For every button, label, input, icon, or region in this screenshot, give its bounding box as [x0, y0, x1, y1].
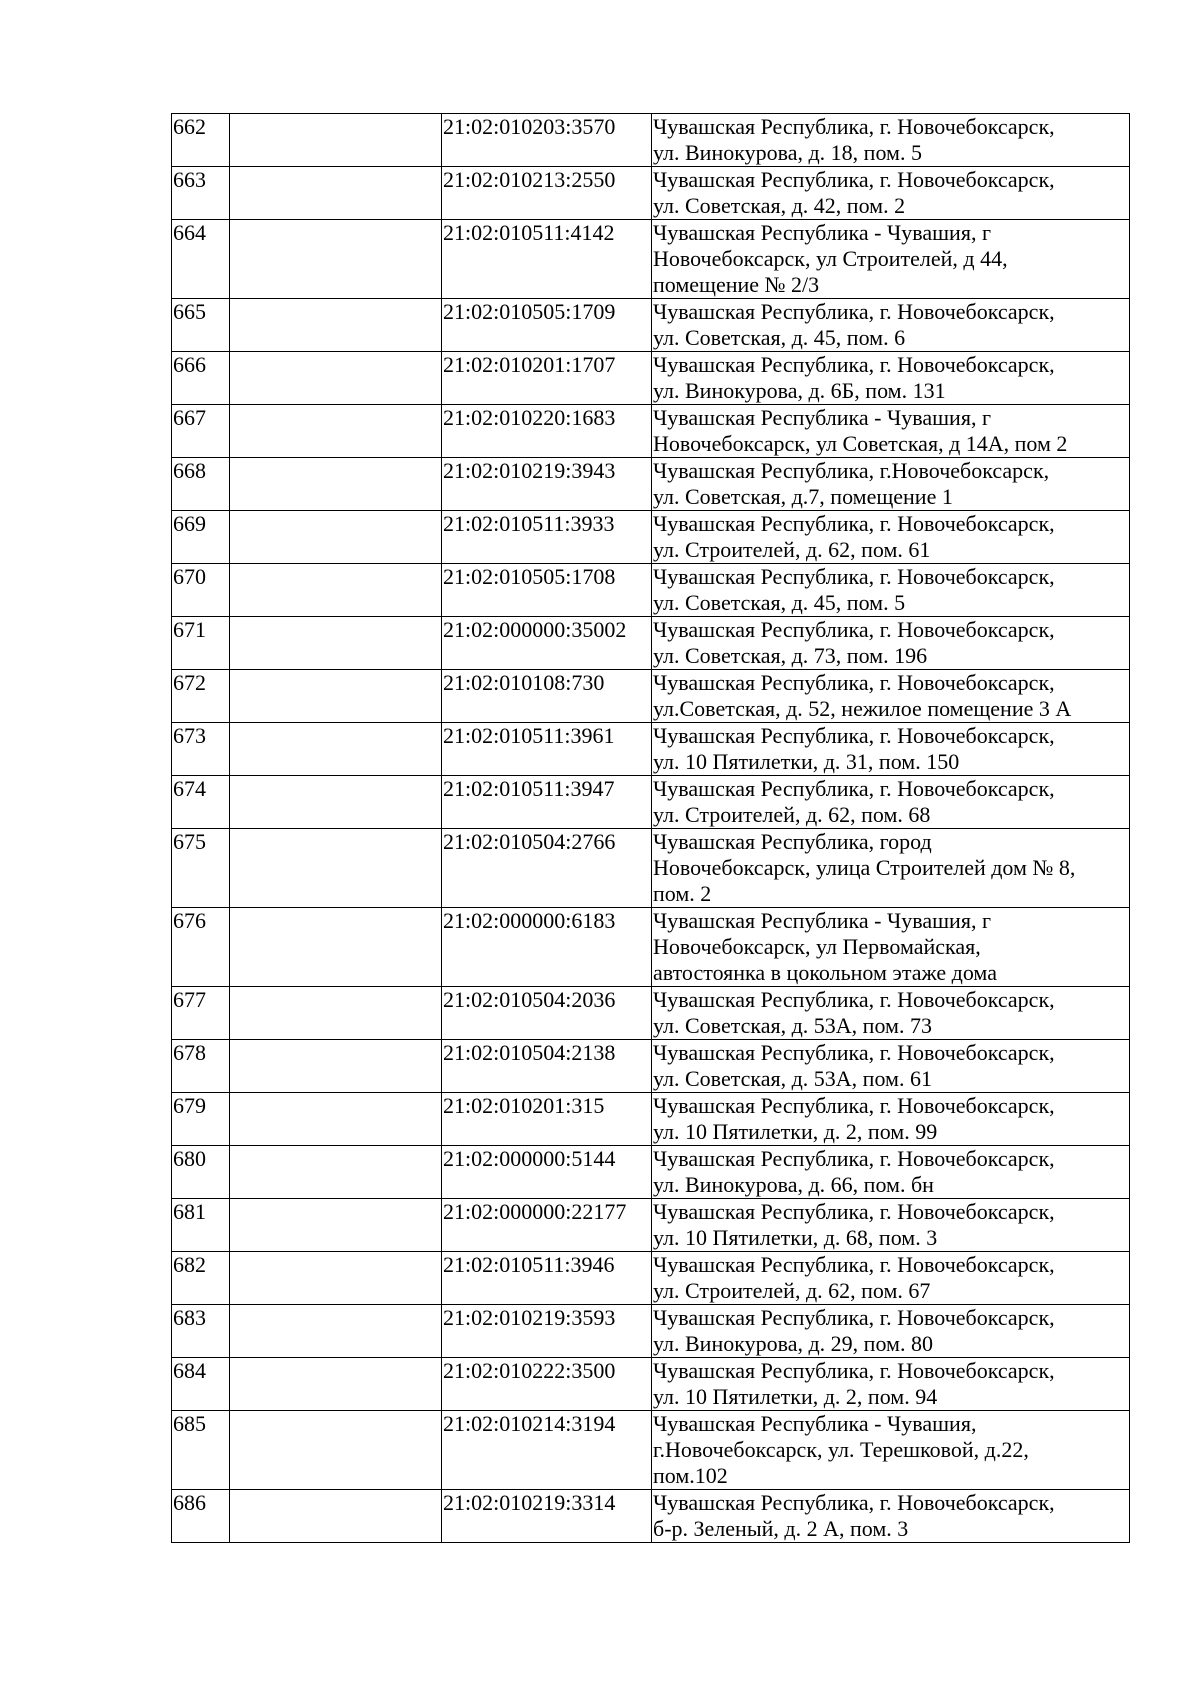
row-number-cell: 680 [172, 1146, 230, 1199]
cadastral-number-cell: 21:02:010504:2036 [442, 987, 652, 1040]
address-cell [652, 1252, 1130, 1305]
address-cell [652, 1305, 1130, 1358]
row-number-cell: 667 [172, 405, 230, 458]
address-line: Чувашская Республика, г. Новочебоксарск, [653, 1305, 1055, 1330]
empty-cell [230, 1411, 442, 1490]
address-cell [652, 564, 1130, 617]
row-number-cell: 679 [172, 1093, 230, 1146]
address-line: ул. Советская, д. 53А, пом. 73 [653, 1013, 932, 1038]
address-cell [652, 723, 1130, 776]
empty-cell [230, 1305, 442, 1358]
empty-cell [230, 458, 442, 511]
address-line: Чувашская Республика, г. Новочебоксарск, [653, 1490, 1055, 1515]
address-cell [652, 1358, 1130, 1411]
empty-cell [230, 167, 442, 220]
cadastral-number-cell: 21:02:010219:3943 [442, 458, 652, 511]
address-line: ул. Винокурова, д. 18, пом. 5 [653, 140, 922, 165]
address-line: Чувашская Республика - Чувашия, г [653, 405, 991, 430]
row-number-cell: 674 [172, 776, 230, 829]
table-row [172, 405, 1130, 458]
row-number-cell: 678 [172, 1040, 230, 1093]
cadastral-number-cell: 21:02:010504:2766 [442, 829, 652, 908]
empty-cell [230, 776, 442, 829]
cadastral-number-cell: 21:02:010213:2550 [442, 167, 652, 220]
property-registry-table [171, 113, 1130, 1543]
row-number-cell: 668 [172, 458, 230, 511]
address-line: пом.102 [653, 1463, 728, 1488]
address-line: ул. 10 Пятилетки, д. 68, пом. 3 [653, 1225, 938, 1250]
empty-cell [230, 1358, 442, 1411]
table-row [172, 458, 1130, 511]
empty-cell [230, 220, 442, 299]
table-row [172, 1358, 1130, 1411]
address-line: Новочебоксарск, ул Первомайская, [653, 934, 981, 959]
cadastral-number-cell: 21:02:010505:1708 [442, 564, 652, 617]
row-number-cell: 663 [172, 167, 230, 220]
cadastral-number-cell: 21:02:010220:1683 [442, 405, 652, 458]
cadastral-number-cell: 21:02:010511:3947 [442, 776, 652, 829]
table-row [172, 299, 1130, 352]
empty-cell [230, 829, 442, 908]
address-line: ул. Советская, д.7, помещение 1 [653, 484, 953, 509]
registry-table-body [172, 114, 1130, 1543]
empty-cell [230, 114, 442, 167]
address-cell [652, 220, 1130, 299]
empty-cell [230, 405, 442, 458]
empty-cell [230, 1252, 442, 1305]
address-line: ул. Винокурова, д. 66, пом. бн [653, 1172, 934, 1197]
address-line: автостоянка в цокольном этаже дома [653, 960, 997, 985]
table-row [172, 670, 1130, 723]
cadastral-number-cell: 21:02:000000:6183 [442, 908, 652, 987]
address-line: ул. Советская, д. 53А, пом. 61 [653, 1066, 932, 1091]
address-line: ул. Советская, д. 45, пом. 5 [653, 590, 906, 615]
table-row [172, 220, 1130, 299]
address-line: Чувашская Республика, г. Новочебоксарск, [653, 1358, 1055, 1383]
empty-cell [230, 670, 442, 723]
address-line: г.Новочебоксарск, ул. Терешковой, д.22, [653, 1437, 1029, 1462]
table-row [172, 908, 1130, 987]
cadastral-number-cell: 21:02:010214:3194 [442, 1411, 652, 1490]
row-number-cell: 662 [172, 114, 230, 167]
address-cell [652, 114, 1130, 167]
address-line: ул. Строителей, д. 62, пом. 68 [653, 802, 931, 827]
cadastral-number-cell: 21:02:010108:730 [442, 670, 652, 723]
address-cell [652, 1146, 1130, 1199]
address-cell [652, 458, 1130, 511]
empty-cell [230, 511, 442, 564]
address-line: ул.Советская, д. 52, нежилое помещение 3 А [653, 696, 1072, 721]
table-row [172, 1411, 1130, 1490]
address-line: пом. 2 [653, 881, 712, 906]
address-cell [652, 352, 1130, 405]
address-line: Чувашская Республика, г. Новочебоксарск, [653, 776, 1055, 801]
table-row [172, 114, 1130, 167]
address-line: Чувашская Республика, г.Новочебоксарск, [653, 458, 1050, 483]
address-cell [652, 1093, 1130, 1146]
address-line: Новочебоксарск, ул Строителей, д 44, [653, 246, 1008, 271]
cadastral-number-cell: 21:02:010505:1709 [442, 299, 652, 352]
cadastral-number-cell: 21:02:010511:3933 [442, 511, 652, 564]
address-line: Чувашская Республика, г. Новочебоксарск, [653, 1199, 1055, 1224]
row-number-cell: 676 [172, 908, 230, 987]
table-row [172, 829, 1130, 908]
row-number-cell: 686 [172, 1490, 230, 1543]
table-row [172, 723, 1130, 776]
address-line: Чувашская Республика - Чувашия, [653, 1411, 977, 1436]
address-line: Чувашская Республика, г. Новочебоксарск, [653, 1040, 1055, 1065]
table-row [172, 167, 1130, 220]
empty-cell [230, 1093, 442, 1146]
row-number-cell: 666 [172, 352, 230, 405]
cadastral-number-cell: 21:02:010201:315 [442, 1093, 652, 1146]
cadastral-number-cell: 21:02:010219:3314 [442, 1490, 652, 1543]
address-cell [652, 670, 1130, 723]
address-line: ул. Строителей, д. 62, пом. 61 [653, 537, 931, 562]
address-cell [652, 167, 1130, 220]
address-cell [652, 1490, 1130, 1543]
empty-cell [230, 617, 442, 670]
row-number-cell: 673 [172, 723, 230, 776]
table-row [172, 1093, 1130, 1146]
address-line: Чувашская Республика, город [653, 829, 932, 854]
address-cell [652, 829, 1130, 908]
address-line: ул. 10 Пятилетки, д. 2, пом. 94 [653, 1384, 938, 1409]
address-line: Чувашская Республика, г. Новочебоксарск, [653, 511, 1055, 536]
table-row [172, 1199, 1130, 1252]
cadastral-number-cell: 21:02:010201:1707 [442, 352, 652, 405]
table-row [172, 511, 1130, 564]
address-cell [652, 776, 1130, 829]
address-line: Новочебоксарск, ул Советская, д 14А, пом 2 [653, 431, 1068, 456]
address-line: помещение № 2/3 [653, 272, 820, 297]
address-line: Чувашская Республика, г. Новочебоксарск, [653, 564, 1055, 589]
empty-cell [230, 1146, 442, 1199]
address-line: Чувашская Республика, г. Новочебоксарск, [653, 987, 1055, 1012]
table-row [172, 1040, 1130, 1093]
address-line: Новочебоксарск, улица Строителей дом № 8, [653, 855, 1076, 880]
address-line: Чувашская Республика, г. Новочебоксарск, [653, 1252, 1055, 1277]
address-cell [652, 1040, 1130, 1093]
address-line: Чувашская Республика - Чувашия, г [653, 220, 991, 245]
row-number-cell: 684 [172, 1358, 230, 1411]
cadastral-number-cell: 21:02:010219:3593 [442, 1305, 652, 1358]
cadastral-number-cell: 21:02:000000:22177 [442, 1199, 652, 1252]
address-line: Чувашская Республика, г. Новочебоксарск, [653, 299, 1055, 324]
address-line: Чувашская Республика, г. Новочебоксарск, [653, 1093, 1055, 1118]
cadastral-number-cell: 21:02:010511:3946 [442, 1252, 652, 1305]
address-line: Чувашская Республика, г. Новочебоксарск, [653, 723, 1055, 748]
table-row [172, 617, 1130, 670]
address-line: ул. Винокурова, д. 6Б, пом. 131 [653, 378, 946, 403]
row-number-cell: 665 [172, 299, 230, 352]
address-line: б-р. Зеленый, д. 2 А, пом. 3 [653, 1516, 909, 1541]
address-cell [652, 987, 1130, 1040]
address-line: ул. 10 Пятилетки, д. 31, пом. 150 [653, 749, 960, 774]
address-line: ул. Советская, д. 42, пом. 2 [653, 193, 906, 218]
address-cell [652, 299, 1130, 352]
row-number-cell: 685 [172, 1411, 230, 1490]
row-number-cell: 669 [172, 511, 230, 564]
cadastral-number-cell: 21:02:000000:5144 [442, 1146, 652, 1199]
empty-cell [230, 987, 442, 1040]
address-line: Чувашская Республика, г. Новочебоксарск, [653, 1146, 1055, 1171]
cadastral-number-cell: 21:02:010511:3961 [442, 723, 652, 776]
address-line: Чувашская Республика, г. Новочебоксарск, [653, 617, 1055, 642]
address-line: Чувашская Республика, г. Новочебоксарск, [653, 670, 1055, 695]
table-row [172, 1146, 1130, 1199]
table-row [172, 987, 1130, 1040]
address-cell [652, 405, 1130, 458]
empty-cell [230, 723, 442, 776]
table-row [172, 352, 1130, 405]
row-number-cell: 664 [172, 220, 230, 299]
address-line: Чувашская Республика, г. Новочебоксарск, [653, 167, 1055, 192]
cadastral-number-cell: 21:02:010222:3500 [442, 1358, 652, 1411]
empty-cell [230, 1199, 442, 1252]
empty-cell [230, 1040, 442, 1093]
address-line: ул. Советская, д. 45, пом. 6 [653, 325, 906, 350]
cadastral-number-cell: 21:02:000000:35002 [442, 617, 652, 670]
cadastral-number-cell: 21:02:010511:4142 [442, 220, 652, 299]
row-number-cell: 670 [172, 564, 230, 617]
row-number-cell: 682 [172, 1252, 230, 1305]
row-number-cell: 683 [172, 1305, 230, 1358]
address-cell [652, 511, 1130, 564]
row-number-cell: 681 [172, 1199, 230, 1252]
table-row [172, 776, 1130, 829]
address-line: ул. Строителей, д. 62, пом. 67 [653, 1278, 931, 1303]
row-number-cell: 671 [172, 617, 230, 670]
row-number-cell: 675 [172, 829, 230, 908]
empty-cell [230, 1490, 442, 1543]
table-row [172, 1305, 1130, 1358]
address-line: ул. Советская, д. 73, пом. 196 [653, 643, 928, 668]
empty-cell [230, 299, 442, 352]
empty-cell [230, 352, 442, 405]
cadastral-number-cell: 21:02:010203:3570 [442, 114, 652, 167]
address-cell [652, 1199, 1130, 1252]
table-row [172, 564, 1130, 617]
address-line: Чувашская Республика - Чувашия, г [653, 908, 991, 933]
address-line: ул. 10 Пятилетки, д. 2, пом. 99 [653, 1119, 938, 1144]
address-line: Чувашская Республика, г. Новочебоксарск, [653, 114, 1055, 139]
row-number-cell: 677 [172, 987, 230, 1040]
table-row [172, 1252, 1130, 1305]
address-cell [652, 617, 1130, 670]
address-line: Чувашская Республика, г. Новочебоксарск, [653, 352, 1055, 377]
empty-cell [230, 564, 442, 617]
row-number-cell: 672 [172, 670, 230, 723]
address-line: ул. Винокурова, д. 29, пом. 80 [653, 1331, 933, 1356]
empty-cell [230, 908, 442, 987]
address-cell [652, 908, 1130, 987]
address-cell [652, 1411, 1130, 1490]
table-row [172, 1490, 1130, 1543]
cadastral-number-cell: 21:02:010504:2138 [442, 1040, 652, 1093]
